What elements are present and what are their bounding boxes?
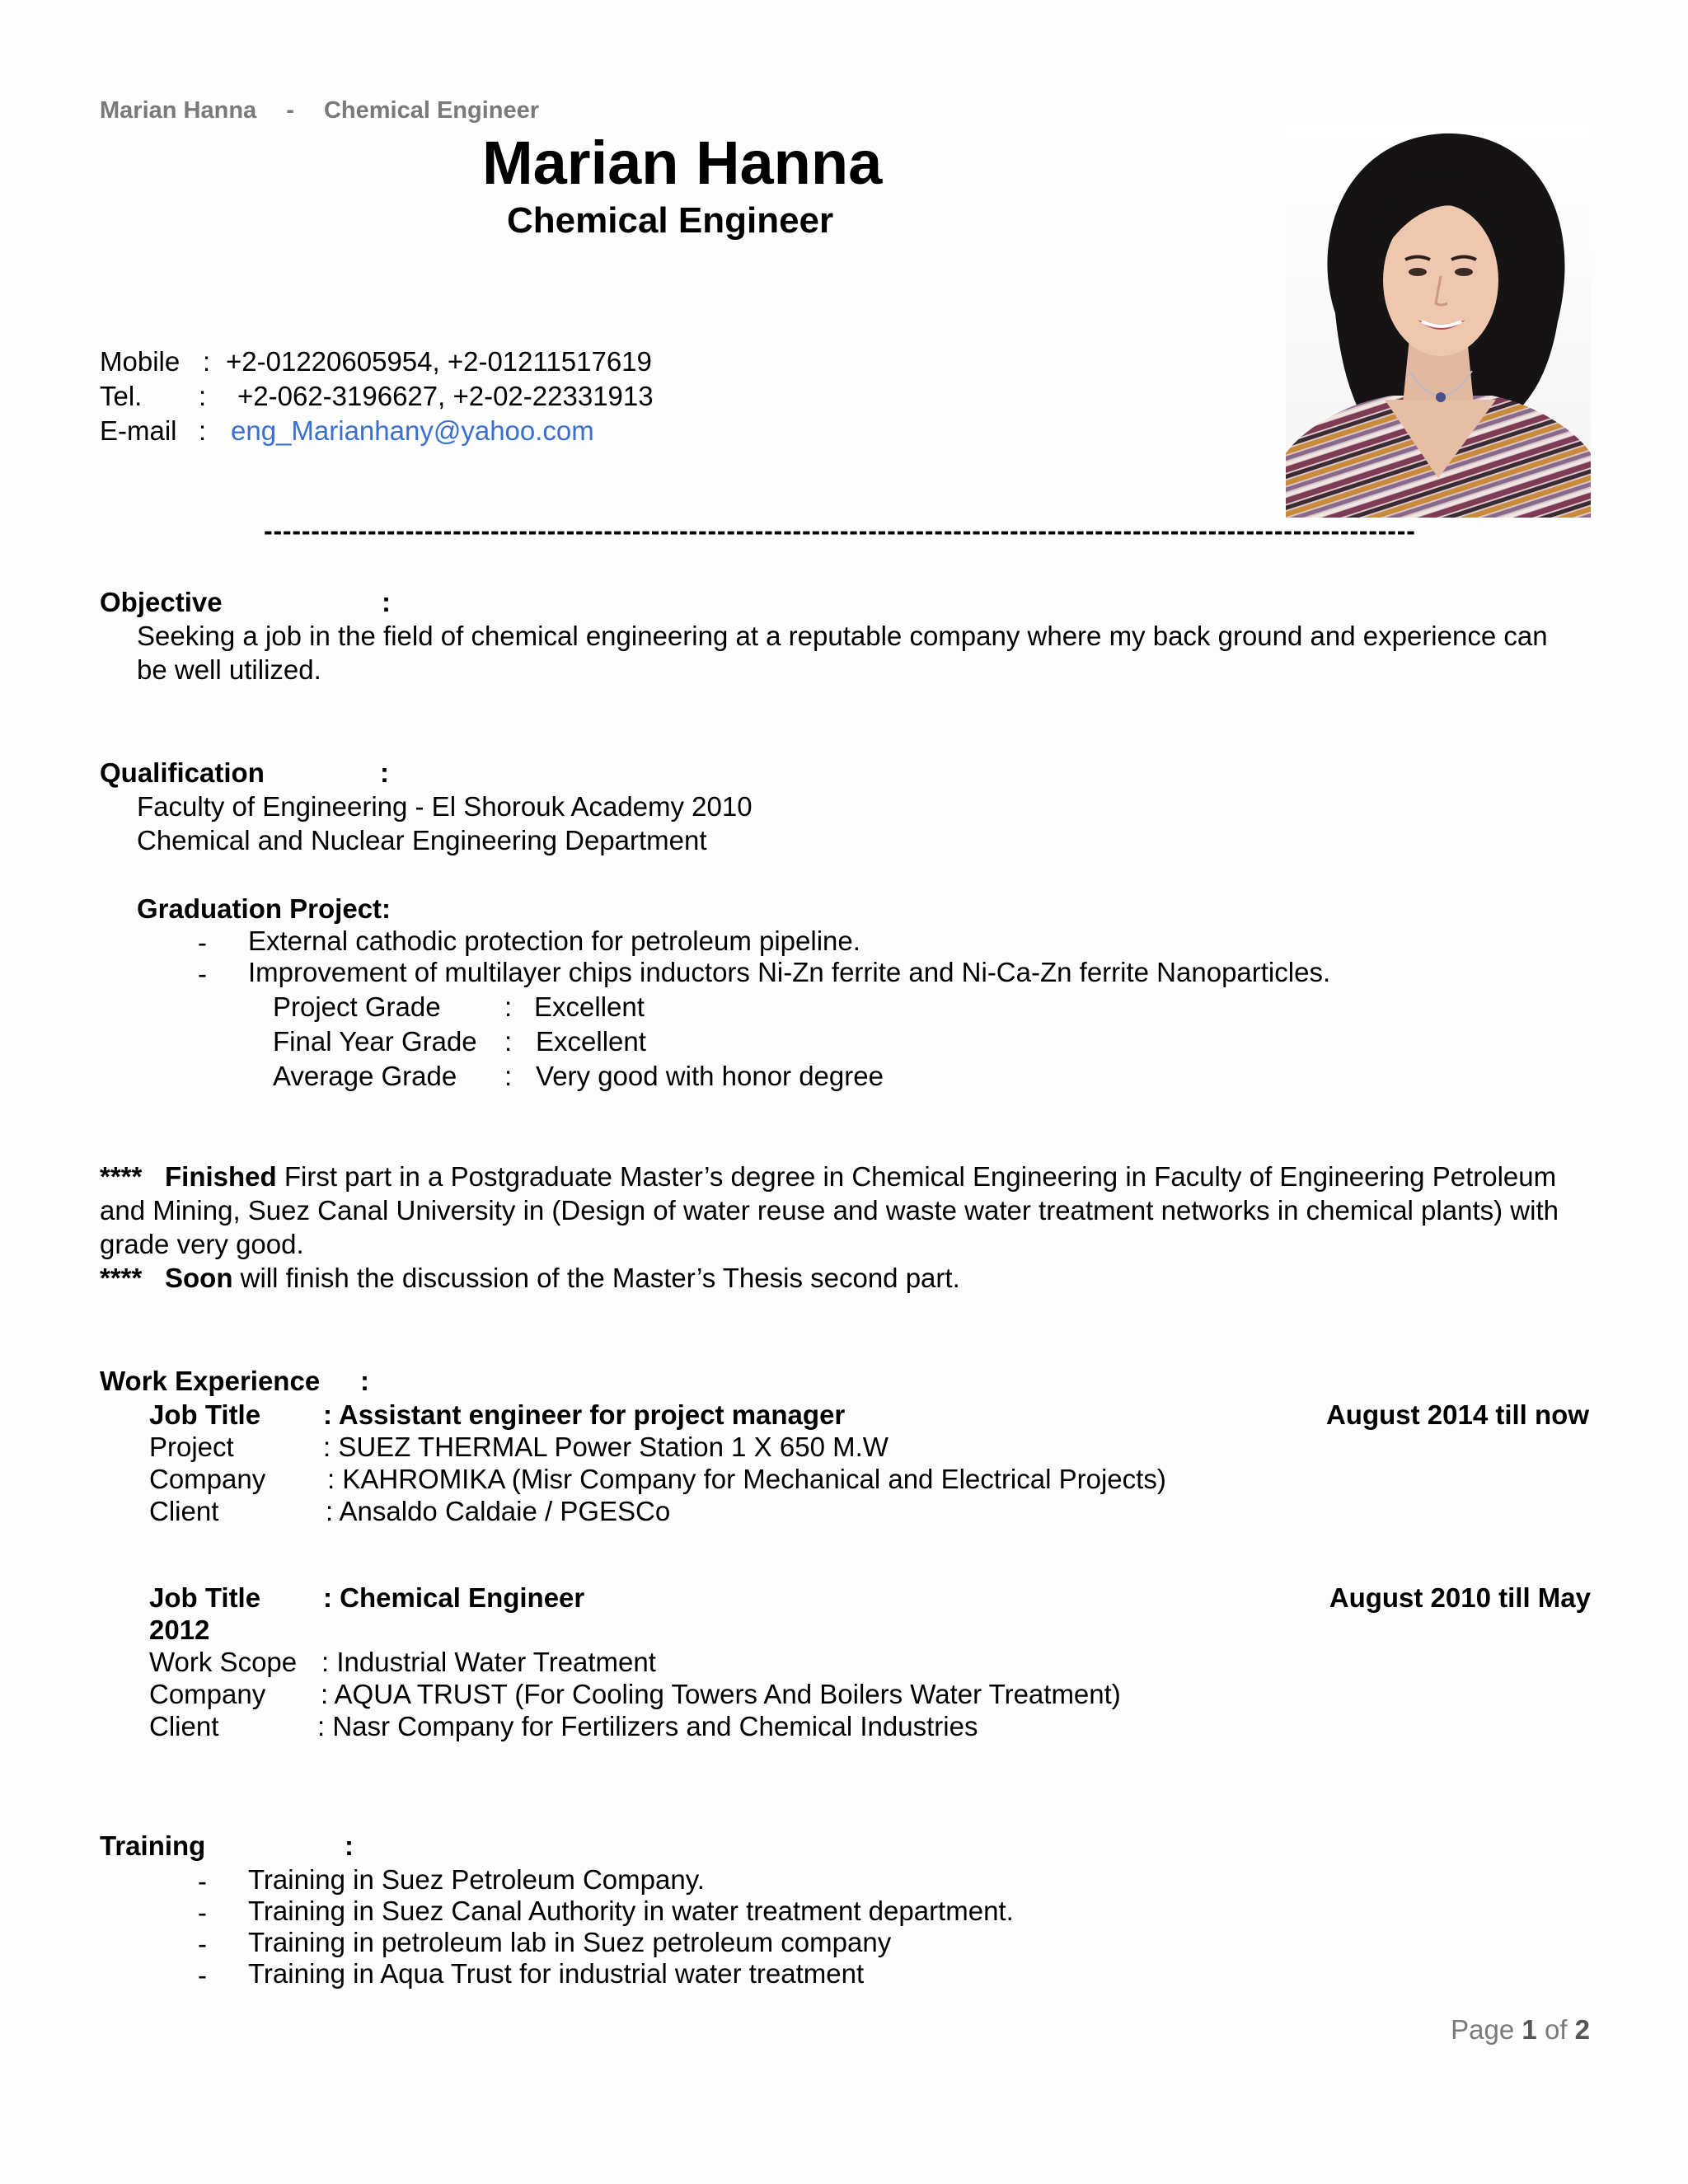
job1-row1-value: : SUEZ THERMAL Power Station 1 X 650 M.W [323, 1432, 889, 1462]
page-total: 2 [1574, 2014, 1590, 2045]
note-finished-label: Finished [165, 1161, 277, 1192]
candidate-name: Marian Hanna [482, 129, 883, 197]
training-heading: Training [100, 1830, 206, 1861]
job2-row2-value: : AQUA TRUST (For Cooling Towers And Boilers Water Treatment) [321, 1679, 1121, 1709]
job2-date: August 2010 till May [1329, 1582, 1591, 1613]
job1-row2-label: Company [149, 1464, 266, 1494]
header-name: Marian Hanna [100, 97, 257, 124]
grade-value-2: Excellent [536, 1026, 646, 1057]
project-item-1: External cathodic protection for petroleum pipeline. [248, 926, 860, 956]
training-bullet-1: - [198, 1866, 207, 1896]
contact-email-label: E-mail [100, 415, 177, 446]
training-bullet-4: - [198, 1960, 207, 1990]
contact-tel-value: +2-062-3196627, +2-02-22331913 [237, 381, 654, 411]
page-number [1451, 2014, 1590, 2046]
qualification-line-2: Chemical and Nuclear Engineering Department [137, 825, 707, 855]
graduation-project-heading: Graduation Project: [137, 893, 392, 924]
note-finished-text-3: grade very good. [100, 1229, 304, 1259]
grade-label-1: Project Grade [273, 991, 441, 1022]
experience-heading: Work Experience [100, 1366, 321, 1396]
note-soon [165, 1261, 960, 1295]
contact-tel-label: Tel. [100, 381, 143, 411]
job1-title-value: : Assistant engineer for project manager [323, 1399, 846, 1430]
note-finished-text-1: First part in a Postgraduate Master’s degree in Chemical Engineering in Faculty of Engineering Petroleum [284, 1161, 1557, 1192]
note-finished [165, 1160, 1556, 1193]
note-stars-1: **** [100, 1161, 143, 1192]
job2-title-label: Job Title [149, 1582, 261, 1613]
objective-heading: Objective [100, 587, 223, 617]
job1-row2-value: : KAHROMIKA (Misr Company for Mechanical and Electrical Projects) [327, 1464, 1166, 1494]
note-soon-label: Soon [165, 1263, 233, 1293]
grade-value-1: Excellent [534, 991, 645, 1022]
of-word: of [1544, 2014, 1568, 2045]
running-header [100, 97, 539, 124]
training-bullet-3: - [198, 1929, 207, 1959]
training-item-3: Training in petroleum lab in Suez petroleum company [248, 1927, 892, 1957]
project-bullet-2: - [198, 958, 207, 989]
contact-mobile-value: +2-01220605954, +2-01211517619 [226, 346, 652, 377]
candidate-role: Chemical Engineer [507, 200, 834, 241]
experience-colon: : [360, 1366, 369, 1396]
job1-row3-value: : Ansaldo Caldaie / PGESCo [326, 1496, 671, 1526]
job2-row3-value: : Nasr Company for Fertilizers and Chemical Industries [317, 1711, 978, 1741]
qualification-line-1: Faculty of Engineering - El Shorouk Academy 2010 [137, 791, 753, 822]
training-item-4: Training in Aqua Trust for industrial water treatment [248, 1958, 865, 1989]
training-colon: : [345, 1830, 354, 1861]
page-current: 1 [1522, 2014, 1537, 2045]
contact-mobile-label: Mobile [100, 346, 181, 377]
project-bullet-1: - [198, 927, 207, 958]
profile-photo [1286, 124, 1591, 518]
grade-label-3: Average Grade [273, 1061, 457, 1091]
email-link[interactable]: eng_Marianhany@yahoo.com [231, 415, 594, 446]
project-item-2: Improvement of multilayer chips inductors Ni-Zn ferrite and Ni-Ca-Zn ferrite Nanoparticles. [248, 957, 1331, 987]
objective-colon: : [382, 587, 391, 617]
grade-value-3: Very good with honor degree [536, 1061, 884, 1091]
job1-row3-label: Client [149, 1496, 219, 1526]
job2-date-cont: 2012 [149, 1615, 210, 1645]
grade-sep-1: : [504, 991, 513, 1022]
note-stars-2: **** [100, 1263, 143, 1293]
qualification-heading: Qualification [100, 757, 265, 788]
contact-mobile-sep: : [203, 346, 211, 377]
grade-sep-2: : [504, 1026, 513, 1057]
qualification-colon: : [380, 757, 389, 788]
job2-row1-value: : Industrial Water Treatment [321, 1647, 656, 1677]
contact-email-sep: : [199, 415, 207, 446]
contact-tel-sep: : [199, 381, 207, 411]
objective-line-1: Seeking a job in the field of chemical engineering at a reputable company where my back ground and experience can [137, 621, 1548, 651]
training-item-1: Training in Suez Petroleum Company. [248, 1864, 705, 1895]
job2-title-value: : Chemical Engineer [323, 1582, 585, 1613]
divider-line: -------------------------------------------------------------------------------------------------------------------------- [264, 516, 1416, 546]
job1-row1-label: Project [149, 1432, 234, 1462]
job1-date: August 2014 till now [1325, 1399, 1589, 1430]
training-item-2: Training in Suez Canal Authority in water treatment department. [248, 1896, 1014, 1926]
header-role: Chemical Engineer [323, 97, 540, 124]
grade-sep-3: : [504, 1061, 513, 1091]
header-separator: - [286, 97, 294, 124]
page-word: Page [1451, 2014, 1515, 2045]
training-bullet-2: - [198, 1897, 207, 1928]
note-finished-text-2: and Mining, Suez Canal University in (Design of water reuse and waste water treatment networks in chemical plants) with [100, 1195, 1559, 1226]
job2-row1-label: Work Scope [149, 1647, 298, 1677]
job2-row3-label: Client [149, 1711, 219, 1741]
objective-line-2: be well utilized. [137, 654, 321, 685]
note-soon-text: will finish the discussion of the Master’s Thesis second part. [240, 1263, 960, 1293]
job2-row2-label: Company [149, 1679, 266, 1709]
grade-label-2: Final Year Grade [273, 1026, 477, 1057]
job1-title-label: Job Title [149, 1399, 261, 1430]
